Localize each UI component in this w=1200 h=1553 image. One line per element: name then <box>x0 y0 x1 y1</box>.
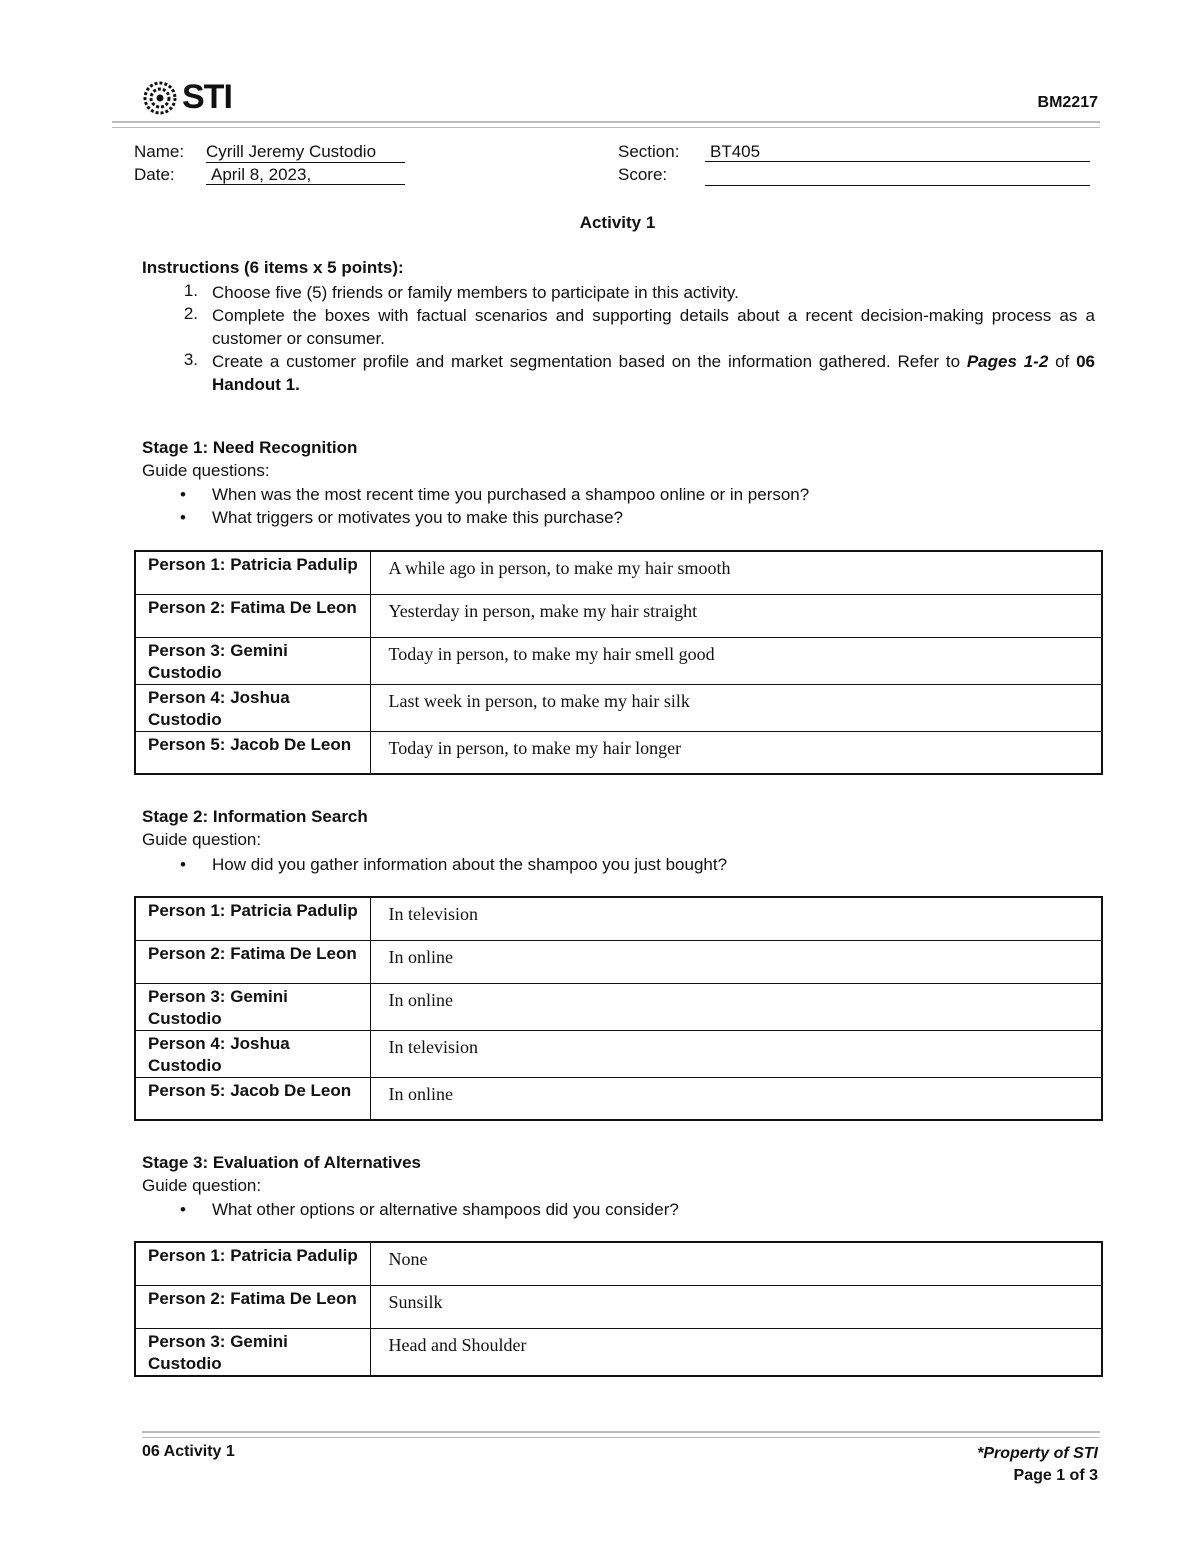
table-row <box>135 637 1102 684</box>
table-row <box>135 551 1102 594</box>
person-name: Person 4: Joshua Custodio <box>135 1030 370 1077</box>
table-row <box>135 940 1102 983</box>
instruction-item <box>142 281 1095 304</box>
person-name: Person 1: Patricia Padulip <box>135 1242 370 1285</box>
instruction-text-part: of <box>1048 352 1077 371</box>
date-value: April 8, 2023, <box>206 165 405 185</box>
instruction-number: 1. <box>183 281 198 300</box>
guide-question <box>142 853 1095 876</box>
table-row <box>135 1285 1102 1328</box>
answer-cell: In online <box>370 940 1102 983</box>
stage-3-questions <box>142 1198 1095 1221</box>
answer-cell: Today in person, to make my hair smell good <box>370 637 1102 684</box>
instruction-number: 3. <box>183 350 198 369</box>
answer-cell: In online <box>370 983 1102 1030</box>
table-row <box>135 684 1102 731</box>
instruction-item <box>142 350 1095 396</box>
score-label: Score: <box>618 165 668 184</box>
footer-rule <box>142 1431 1100 1438</box>
instruction-text: Complete the boxes with factual scenarios and supporting details about a recent decision-making process as a customer or consumer. <box>212 306 1095 348</box>
stage-3-guide-label: Guide question: <box>142 1176 262 1195</box>
handout-reference: 06 Handout 1. <box>212 352 1095 394</box>
guide-question <box>142 1198 1095 1221</box>
bullet-icon: • <box>180 1200 186 1219</box>
question-text: What triggers or motivates you to make this purchase? <box>212 508 624 527</box>
document-code: BM2217 <box>1037 94 1098 111</box>
pages-reference: Pages 1-2 <box>966 352 1049 371</box>
table-row <box>135 897 1102 940</box>
answer-cell: In online <box>370 1077 1102 1120</box>
table-row <box>135 983 1102 1030</box>
page-number: Page 1 of 3 <box>1013 1467 1098 1484</box>
answer-cell: In television <box>370 1030 1102 1077</box>
table-row <box>135 1328 1102 1376</box>
stage-2-table <box>134 896 1103 1121</box>
answer-cell: None <box>370 1242 1102 1285</box>
instruction-text-part: Create a customer profile and market segmentation based on the information gathered. Refer to <box>212 352 967 371</box>
instruction-number: 2. <box>183 304 198 323</box>
table-row <box>135 594 1102 637</box>
instructions-heading: Instructions (6 items x 5 points): <box>142 258 404 277</box>
person-name: Person 3: Gemini Custodio <box>135 1328 370 1376</box>
bullet-icon: • <box>180 485 186 504</box>
person-name: Person 2: Fatima De Leon <box>135 940 370 983</box>
stage-2-guide-label: Guide question: <box>142 830 262 849</box>
stage-1-title: Stage 1: Need Recognition <box>142 438 358 457</box>
date-label: Date: <box>134 165 175 184</box>
instruction-text <box>212 350 1095 396</box>
footer-document-title: 06 Activity 1 <box>142 1443 235 1460</box>
name-value: Cyrill Jeremy Custodio <box>206 142 405 163</box>
question-text: How did you gather information about the shampoo you just bought? <box>212 855 728 874</box>
sti-logo <box>142 78 232 117</box>
score-value <box>705 165 1090 186</box>
bullet-icon: • <box>180 855 186 874</box>
header-rule <box>112 121 1100 128</box>
section-label: Section: <box>618 142 680 161</box>
table-row <box>135 1077 1102 1120</box>
answer-cell: In television <box>370 897 1102 940</box>
person-name: Person 5: Jacob De Leon <box>135 731 370 774</box>
table-row <box>135 731 1102 774</box>
answer-cell: Head and Shoulder <box>370 1328 1102 1376</box>
footer-right <box>977 1443 1098 1487</box>
person-name: Person 1: Patricia Padulip <box>135 551 370 594</box>
stage-1-table <box>134 550 1103 775</box>
section-value: BT405 <box>705 142 1090 162</box>
answer-cell: Today in person, to make my hair longer <box>370 731 1102 774</box>
question-text: When was the most recent time you purchased a shampoo online or in person? <box>212 485 810 504</box>
instructions-list <box>142 281 1095 396</box>
person-name: Person 2: Fatima De Leon <box>135 594 370 637</box>
person-name: Person 4: Joshua Custodio <box>135 684 370 731</box>
person-name: Person 3: Gemini Custodio <box>135 637 370 684</box>
stage-3-title: Stage 3: Evaluation of Alternatives <box>142 1153 421 1172</box>
answer-cell: Yesterday in person, make my hair straight <box>370 594 1102 637</box>
table-row <box>135 1242 1102 1285</box>
table-row <box>135 1030 1102 1077</box>
globe-icon <box>142 80 178 116</box>
stage-1-guide-label: Guide questions: <box>142 461 270 480</box>
answer-cell: A while ago in person, to make my hair smooth <box>370 551 1102 594</box>
question-text: What other options or alternative shampoos did you consider? <box>212 1200 679 1219</box>
answer-cell: Last week in person, to make my hair silk <box>370 684 1102 731</box>
answer-cell: Sunsilk <box>370 1285 1102 1328</box>
guide-question <box>142 483 1095 506</box>
guide-question <box>142 506 1095 529</box>
name-label: Name: <box>134 142 185 161</box>
bullet-icon: • <box>180 508 186 527</box>
logo-text: STI <box>182 78 232 116</box>
stage-1-questions <box>142 483 1095 529</box>
person-name: Person 2: Fatima De Leon <box>135 1285 370 1328</box>
property-notice: *Property of STI <box>977 1445 1098 1462</box>
person-name: Person 3: Gemini Custodio <box>135 983 370 1030</box>
stage-3-table <box>134 1241 1103 1377</box>
person-name: Person 5: Jacob De Leon <box>135 1077 370 1120</box>
instruction-item <box>142 304 1095 350</box>
stage-2-questions <box>142 853 1095 876</box>
stage-2-title: Stage 2: Information Search <box>142 807 368 826</box>
person-name: Person 1: Patricia Padulip <box>135 897 370 940</box>
instruction-text: Choose five (5) friends or family members to participate in this activity. <box>212 283 739 302</box>
activity-title: Activity 1 <box>579 213 656 232</box>
